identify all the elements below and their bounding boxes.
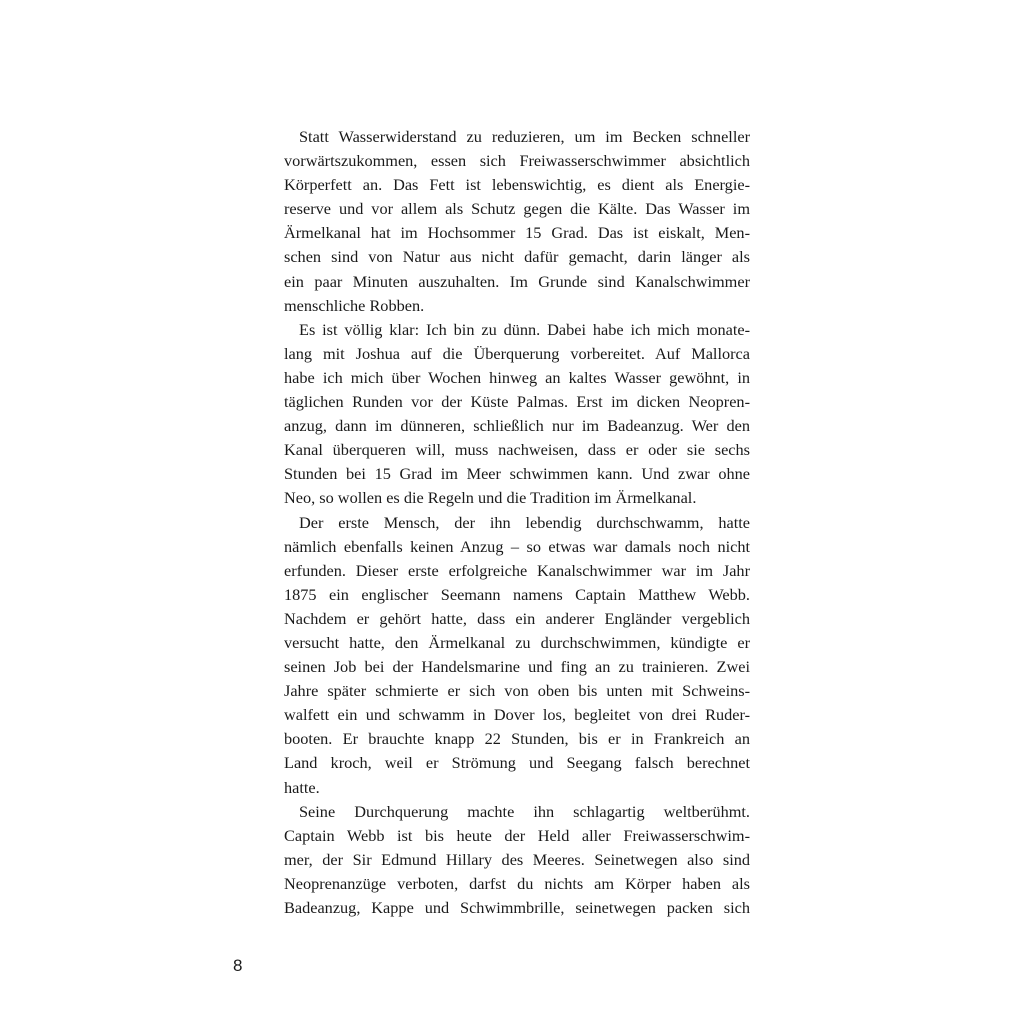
text-line: habe ich mich über Wochen hinweg an kaltes Wasser gewöhnt, in (284, 367, 750, 387)
paragraph (284, 511, 750, 800)
text-line: Seine Durchquerung machte ihn schlagartig weltberühmt. (299, 801, 750, 821)
text-line: schen sind von Natur aus nicht dafür gemacht, darin länger als (284, 247, 750, 267)
text-line: Captain Webb ist bis heute der Held aller Freiwasserschwim- (284, 825, 750, 845)
paragraph (284, 800, 750, 920)
text-line: reserve und vor allem als Schutz gegen die Kälte. Das Wasser im (284, 199, 750, 219)
text-line: versucht hatte, den Ärmelkanal zu durchschwimmen, kündigte er (284, 632, 750, 652)
text-line: nämlich ebenfalls keinen Anzug – so etwas war damals noch nicht (284, 536, 750, 556)
text-line: menschliche Robben. (284, 295, 425, 315)
text-line: Kanal überqueren will, muss nachweisen, dass er oder sie sechs (284, 440, 750, 460)
text-line: anzug, dann im dünneren, schließlich nur im Badeanzug. Wer den (284, 416, 750, 436)
paragraph (284, 125, 750, 318)
text-line: Stunden bei 15 Grad im Meer schwimmen kann. Und zwar ohne (284, 464, 750, 484)
text-line: mer, der Sir Edmund Hillary des Meeres. Seinetwegen also sind (284, 849, 750, 869)
text-line: täglichen Runden vor der Küste Palmas. Erst im dicken Neopren- (284, 392, 750, 412)
text-line: Nachdem er gehört hatte, dass ein anderer Engländer vergeblich (284, 608, 750, 628)
text-line: lang mit Joshua auf die Überquerung vorbereitet. Auf Mallorca (284, 343, 750, 363)
text-line: Es ist völlig klar: Ich bin zu dünn. Dabei habe ich mich monate- (299, 319, 750, 339)
text-line: Neoprenanzüge verboten, darfst du nichts am Körper haben als (284, 873, 750, 893)
text-line: Neo, so wollen es die Regeln und die Tradition im Ärmelkanal. (284, 488, 697, 508)
text-line: Körperfett an. Das Fett ist lebenswichtig, es dient als Energie- (284, 175, 750, 195)
text-line: 1875 ein englischer Seemann namens Captain Matthew Webb. (284, 584, 750, 604)
text-line: Jahre später schmierte er sich von oben bis unten mit Schweins- (284, 681, 750, 701)
body-text (284, 125, 750, 920)
text-line: Statt Wasserwiderstand zu reduzieren, um im Becken schneller (299, 127, 750, 146)
text-line: seinen Job bei der Handelsmarine und fing an zu trainieren. Zwei (284, 657, 750, 677)
text-line: hatte. (284, 777, 320, 797)
text-line: Ärmelkanal hat im Hochsommer 15 Grad. Das ist eiskalt, Men- (284, 223, 750, 243)
text-line: Der erste Mensch, der ihn lebendig durchschwamm, hatte (299, 512, 750, 532)
paragraph (284, 318, 750, 511)
text-line: Land kroch, weil er Strömung und Seegang falsch berechnet (284, 753, 750, 773)
text-line: booten. Er brauchte knapp 22 Stunden, bis er in Frankreich an (284, 729, 750, 749)
text-line: vorwärtszukommen, essen sich Freiwasserschwimmer absichtlich (284, 151, 750, 171)
page-number: 8 (233, 956, 243, 975)
text-line: erfunden. Dieser erste erfolgreiche Kanalschwimmer war im Jahr (284, 560, 750, 580)
text-line: Badeanzug, Kappe und Schwimmbrille, seinetwegen packen sich (284, 898, 750, 917)
text-line: ein paar Minuten auszuhalten. Im Grunde sind Kanalschwimmer (284, 271, 750, 291)
text-line: walfett ein und schwamm in Dover los, begleitet von drei Ruder- (284, 705, 750, 725)
